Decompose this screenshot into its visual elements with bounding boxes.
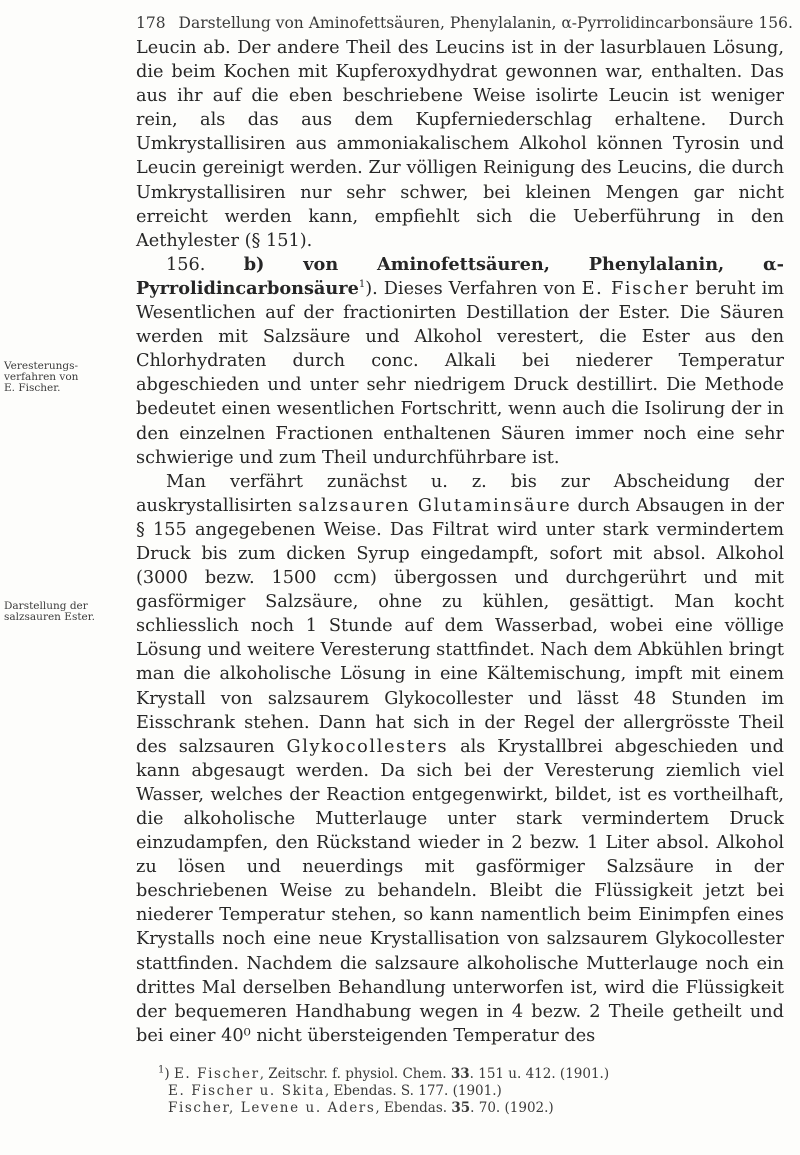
footnote-2: E. Fischer u. Skita, Ebendas. S. 177. (1901.) bbox=[168, 1083, 502, 1099]
page-number: 178 bbox=[136, 14, 166, 32]
section-number: 156. bbox=[166, 254, 206, 275]
margin-note-veresterung: Veresterungs- verfahren von E. Fischer. bbox=[4, 360, 79, 394]
footnote-3: Fischer, Levene u. Aders, Ebendas. 35. 70. (1902.) bbox=[168, 1100, 554, 1116]
section-heading: b) von Aminofettsäuren, Phenylalanin, α-Pyrrolidincarbonsäure bbox=[136, 253, 784, 299]
emphasis-glutaminsaeure: salzsauren Glutaminsäure bbox=[298, 495, 572, 516]
running-title: Darstellung von Aminofettsäuren, Phenylalanin, α-Pyrrolidincarbonsäure 156. bbox=[178, 14, 793, 32]
paragraph-procedure: Man verfährt zunächst u. z. bis zur Abscheidung der auskrystallisirten salzsauren Glutaminsäure durch Absaugen in der § 155 angegebenen Weise. Das Filtrat wird unter stark vermindertem Druck bis zum dicken Syrup eingedampft, sofort mit absol. Alkohol (3000 bezw. 1500 ccm) übergossen und durchgerührt und mit gasförmiger Salzsäure, ohne zu kühlen, gesättigt. Man kocht schliesslich noch 1 Stunde auf dem Wasserbad, wobei eine völlige Lösung und weitere Veresterung stattfindet. Nach dem Abkühlen bringt man die alkoholische Lösung in eine Kältemischung, impft mit einem Krystall von salzsaurem Glykocollester und lässt 48 Stunden im Eisschrank stehen. Dann hat sich in der Regel der allergrösste Theil des salzsauren Glykocollesters als Krystallbrei abgeschieden und kann abgesaugt werden. Da sich bei der Veresterung ziemlich viel Wasser, welches der Reaction entgegenwirkt, bildet, ist es vortheilhaft, die alkoholische Mutterlauge unter stark vermindertem Druck einzudampfen, den Rückstand wieder in 2 bezw. 1 Liter absol. Alkohol zu lösen und neuerdings mit gasförmiger Salzsäure in der beschriebenen Weise zu behandeln. Bleibt die Flüssigkeit jetzt bei niederer Temperatur stehen, so kann namentlich beim Einimpfen eines Krystalls noch eine neue Krystallisation von salzsaurem Glykocollester stattfinden. Nachdem die salzsaure alkoholische Mutterlauge noch ein drittes Mal derselben Behandlung unterworfen ist, wird die Flüssigkeit der bequemeren Handhabung wegen in 4 bezw. 2 Theile getheilt und bei einer 40⁰ nicht übersteigenden Temperatur des bbox=[136, 471, 784, 1046]
author-name: E. Fischer bbox=[581, 278, 690, 299]
paragraph-leucin: Leucin ab. Der andere Theil des Leucins ist in der lasurblauen Lösung, die beim Kochen mit Kupferoxydhydrat gewonnen war, enthalten. Das aus ihr auf die eben beschriebene Weise isolirte Leucin ist weniger rein, als das aus dem Kupferniederschlag erhaltene. Durch Umkrystallisiren aus ammoniakalischem Alkohol können Tyrosin und Leucin gereinigt werden. Zur völligen Reinigung des Leucins, die durch Umkrystallisiren nur sehr schwer, bei kleinen Mengen gar nicht erreicht werden kann, empfiehlt sich die Ueberführung in den Aethylester (§ 151). bbox=[136, 38, 784, 251]
footnotes bbox=[158, 1064, 768, 1117]
paragraph-156: 156. b) von Aminofettsäuren, Phenylalanin, α-Pyrrolidincarbonsäure$^1$). Dieses Verfahren von E. Fischer beruht im Wesentlichen auf der fractionirten Destillation der Ester. Die Säuren werden mit Salzsäure und Alkohol verestert, die Ester aus den Chlorhydraten durch conc. Alkali bei niederer Temperatur abgeschieden und unter sehr niedrigem Druck destillirt. Die Methode bedeutet einen wesentlichen Fortschritt, wenn auch die Isolirung der in den einzelnen Fractionen enthaltenen Säuren immer noch eine sehr schwierige und zum Theil undurchführbare ist. bbox=[136, 253, 785, 468]
footnote-mark: 1 bbox=[358, 279, 366, 291]
footnote-1: $^1$) E. Fischer, Zeitschr. f. physiol. Chem. 33. 151 u. 412. (1901.) bbox=[158, 1064, 610, 1082]
running-header bbox=[136, 14, 793, 32]
main-text bbox=[136, 36, 784, 1048]
margin-note-darstellung: Darstellung der salzsauren Ester. bbox=[4, 600, 95, 623]
emphasis-glykocollester: Glykocollesters bbox=[286, 736, 449, 757]
